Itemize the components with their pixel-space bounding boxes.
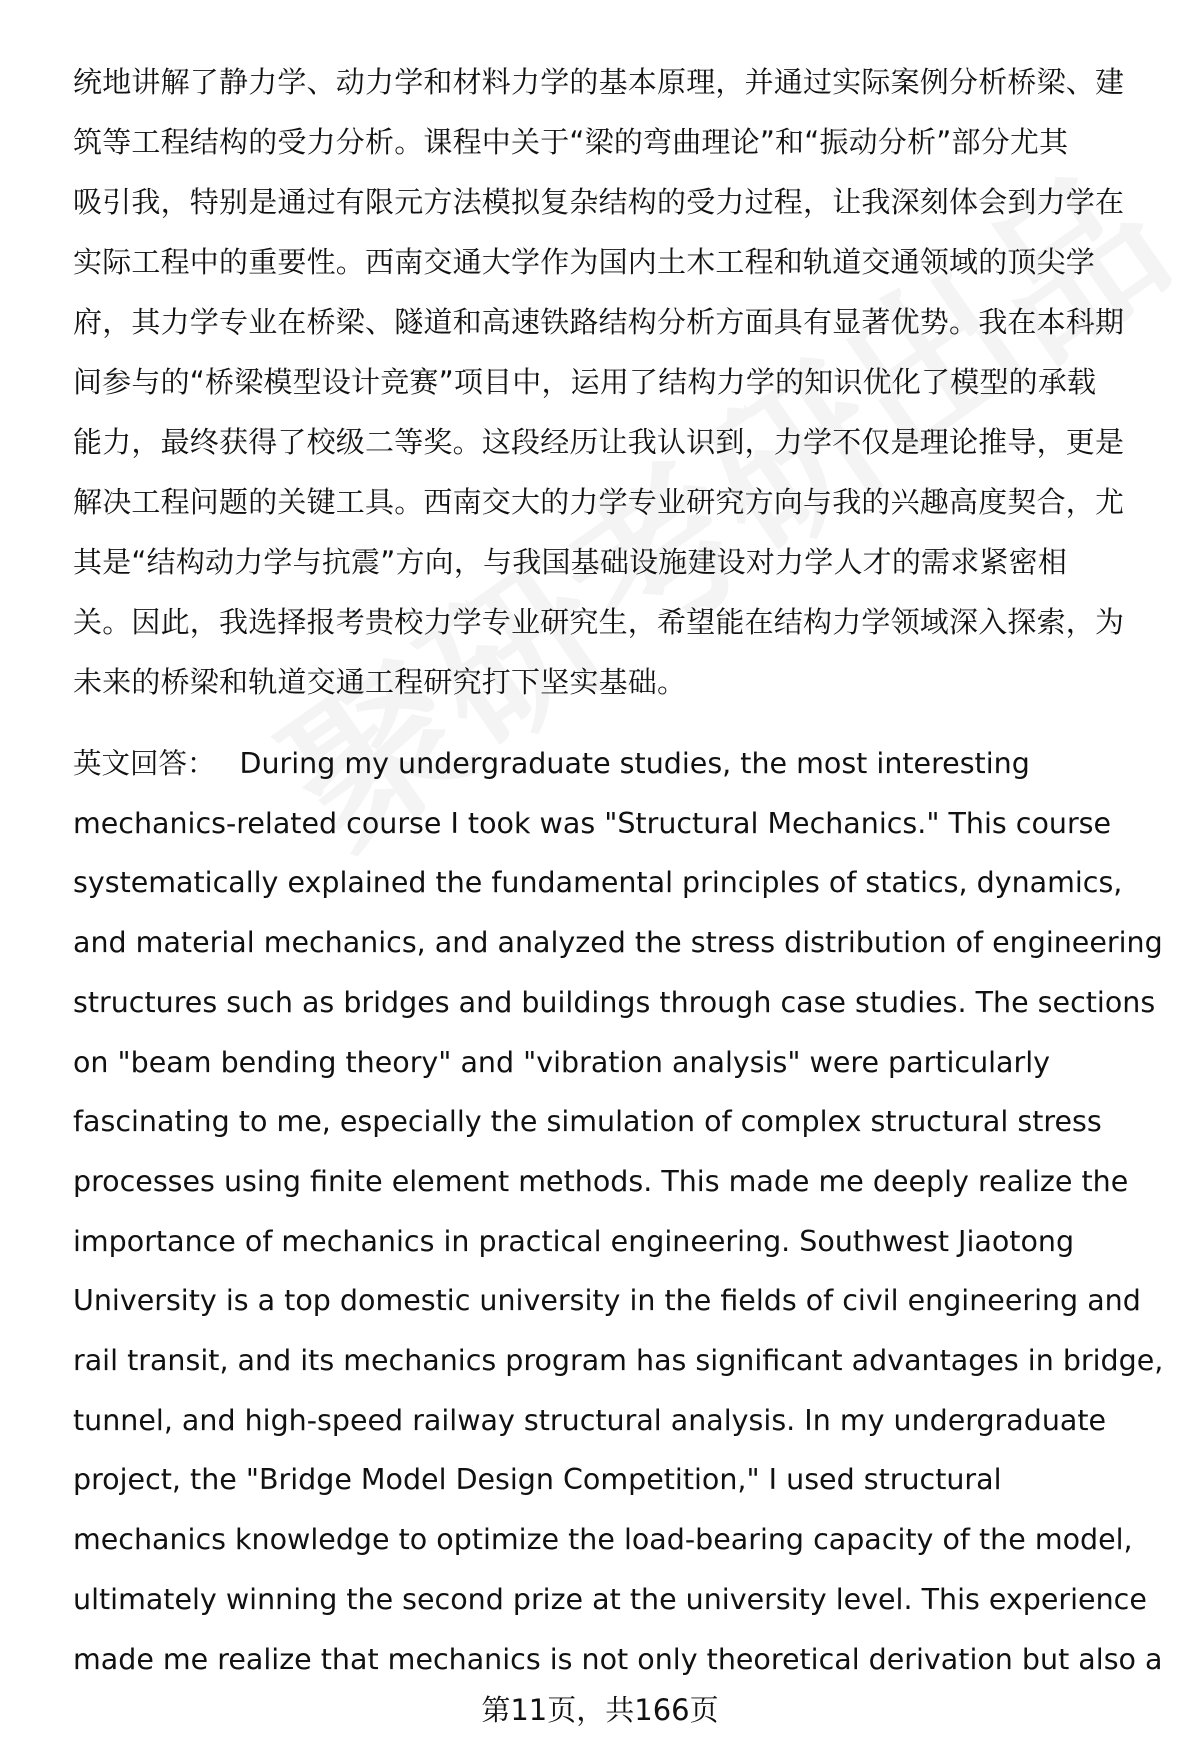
english-line: structures such as bridges and buildings through case studies. The sections <box>73 985 1156 1019</box>
chinese-line: 统地讲解了静力学、动力学和材料力学的基本原理，并通过实际案例分析桥梁、建 <box>73 65 1125 99</box>
chinese-line: 解决工程问题的关键工具。西南交大的力学专业研究方向与我的兴趣高度契合，尤 <box>73 485 1125 519</box>
english-line: mechanics knowledge to optimize the load-bearing capacity of the model, <box>73 1523 1133 1557</box>
english-line: fascinating to me, especially the simulation of complex structural stress <box>73 1105 1102 1139</box>
chinese-paragraph <box>73 52 1153 712</box>
chinese-line: 府，其力学专业在桥梁、隧道和高速铁路结构分析方面具有显著优势。我在本科期 <box>73 305 1125 339</box>
english-line: During my undergraduate studies, the most interesting <box>239 747 1030 780</box>
english-line: rail transit, and its mechanics program has significant advantages in bridge, <box>73 1344 1164 1378</box>
chinese-line: 实际工程中的重要性。西南交通大学作为国内土木工程和轨道交通领域的顶尖学 <box>73 245 1096 279</box>
english-line: project, the "Bridge Model Design Competition," I used structural <box>73 1463 1002 1497</box>
chinese-line: 关。因此，我选择报考贵校力学专业研究生，希望能在结构力学领域深入探索，为 <box>73 605 1125 639</box>
english-line: and material mechanics, and analyzed the stress distribution of engineering <box>73 926 1163 960</box>
chinese-line: 筑等工程结构的受力分析。课程中关于“梁的弯曲理论”和“振动分析”部分尤其 <box>73 125 1069 159</box>
english-line: made me realize that mechanics is not only theoretical derivation but also a <box>73 1642 1163 1676</box>
english-line: University is a top domestic university in the fields of civil engineering and <box>73 1284 1141 1318</box>
english-line: processes using finite element methods. This made me deeply realize the <box>73 1164 1129 1198</box>
chinese-line: 其是“结构动力学与抗震”方向，与我国基础设施建设对力学人才的需求紧密相 <box>73 545 1068 579</box>
chinese-line: 未来的桥梁和轨道交通工程研究打下坚实基础。 <box>73 665 687 699</box>
english-answer-label: 英文回答： <box>73 747 216 780</box>
page-number-footer: 第11页，共166页 <box>481 1693 719 1727</box>
english-line: importance of mechanics in practical engineering. Southwest Jiaotong <box>73 1224 1075 1258</box>
english-line: tunnel, and high-speed railway structural analysis. In my undergraduate <box>73 1403 1107 1437</box>
english-answer-paragraph <box>73 734 1164 1689</box>
chinese-line: 间参与的“桥梁模型设计竞赛”项目中，运用了结构力学的知识优化了模型的承载 <box>73 365 1097 399</box>
chinese-line: 吸引我，特别是通过有限元方法模拟复杂结构的受力过程，让我深刻体会到力学在 <box>73 185 1125 219</box>
english-line: ultimately winning the second prize at the university level. This experience <box>73 1582 1147 1616</box>
english-line: on "beam bending theory" and "vibration analysis" were particularly <box>73 1045 1051 1079</box>
chinese-line: 能力，最终获得了校级二等奖。这段经历让我认识到，力学不仅是理论推导，更是 <box>73 425 1125 459</box>
english-line: mechanics-related course I took was "Structural Mechanics." This course <box>73 806 1112 840</box>
english-line: systematically explained the fundamental principles of statics, dynamics, <box>73 866 1123 900</box>
english-line-first <box>73 734 1153 794</box>
document-page <box>73 52 1164 1689</box>
